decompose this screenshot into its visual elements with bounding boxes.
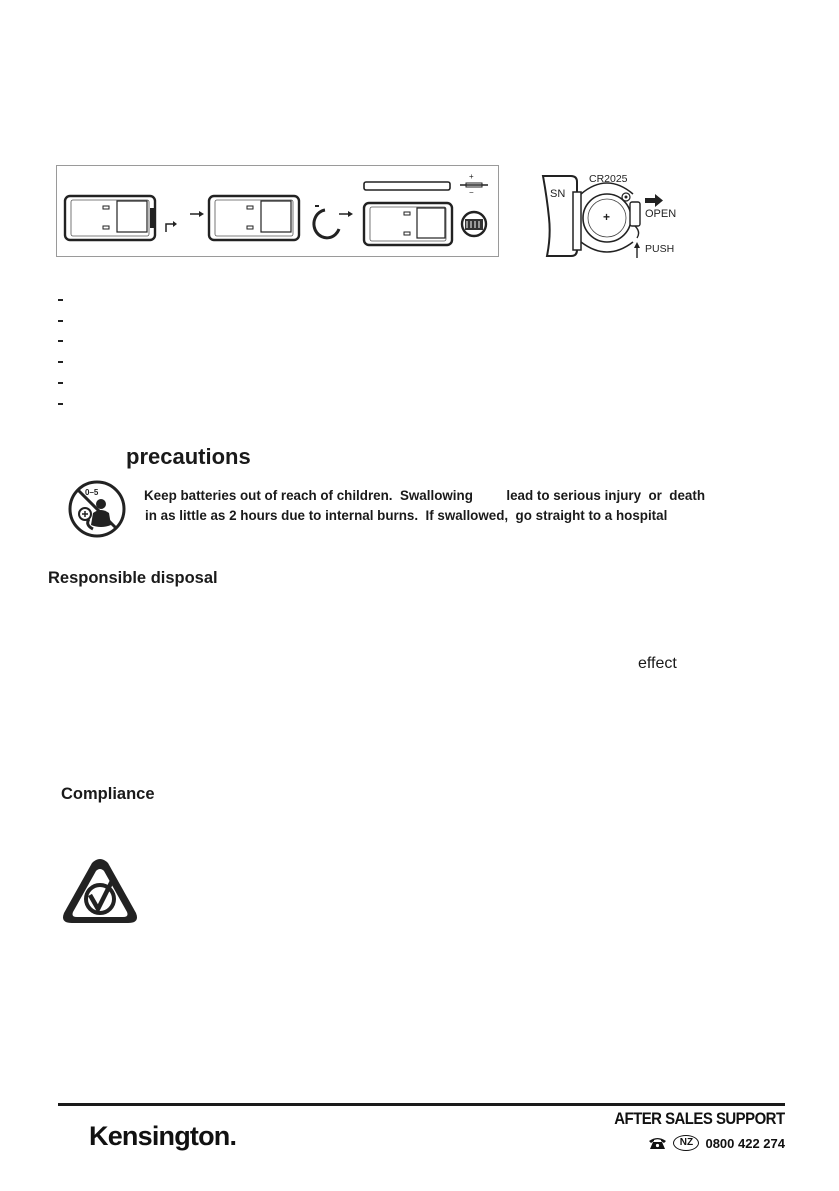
clip-battery-model: CR2025 [589,173,628,185]
kensington-logo: Kensington. [89,1121,237,1151]
battery-installation-diagram [56,165,499,257]
remote-step-1 [65,196,155,240]
telephone-icon [648,1136,667,1150]
clip-sn-label: SN [550,188,566,200]
battery-clip-diagram [537,168,697,264]
warning-text-line-2: in as little as 2 hours due to internal burns. If swallowed, go straight to a hospital [145,508,668,523]
list-item [58,299,63,301]
remote-step-2 [209,196,299,240]
precautions-heading: precautions [126,444,251,469]
rcm-compliance-mark-icon [60,857,140,927]
list-item [58,403,63,405]
clip-open-label: OPEN [645,208,677,220]
list-item [58,382,63,384]
coin-battery-icon [462,212,486,236]
disposal-text-fragment: effect [638,655,677,672]
list-item [58,361,63,363]
battery-plus-sign: + [469,172,474,181]
battery-clip [314,206,339,238]
clip-battery-plus: + [603,210,611,224]
compliance-heading: Compliance [61,785,155,803]
support-phone-row [648,1133,785,1153]
icon-age-label: 0–5 [85,488,99,497]
support-phone-number[interactable]: 0800 422 274 [705,1135,785,1151]
after-sales-support-title: AFTER SALES SUPPORT [614,1109,785,1128]
warning-text-line-1: Keep batteries out of reach of children. Swallowing lead to serious injury or death [144,488,706,503]
disposal-heading: Responsible disposal [48,569,218,587]
list-item [58,320,63,322]
country-code-badge: NZ [673,1135,699,1151]
child-warning-icon [67,479,127,539]
footer-divider [58,1103,785,1106]
remote-step-3 [364,203,452,245]
battery-minus-sign: − [469,188,474,197]
clip-push-label: PUSH [645,243,675,255]
list-item [58,340,63,342]
